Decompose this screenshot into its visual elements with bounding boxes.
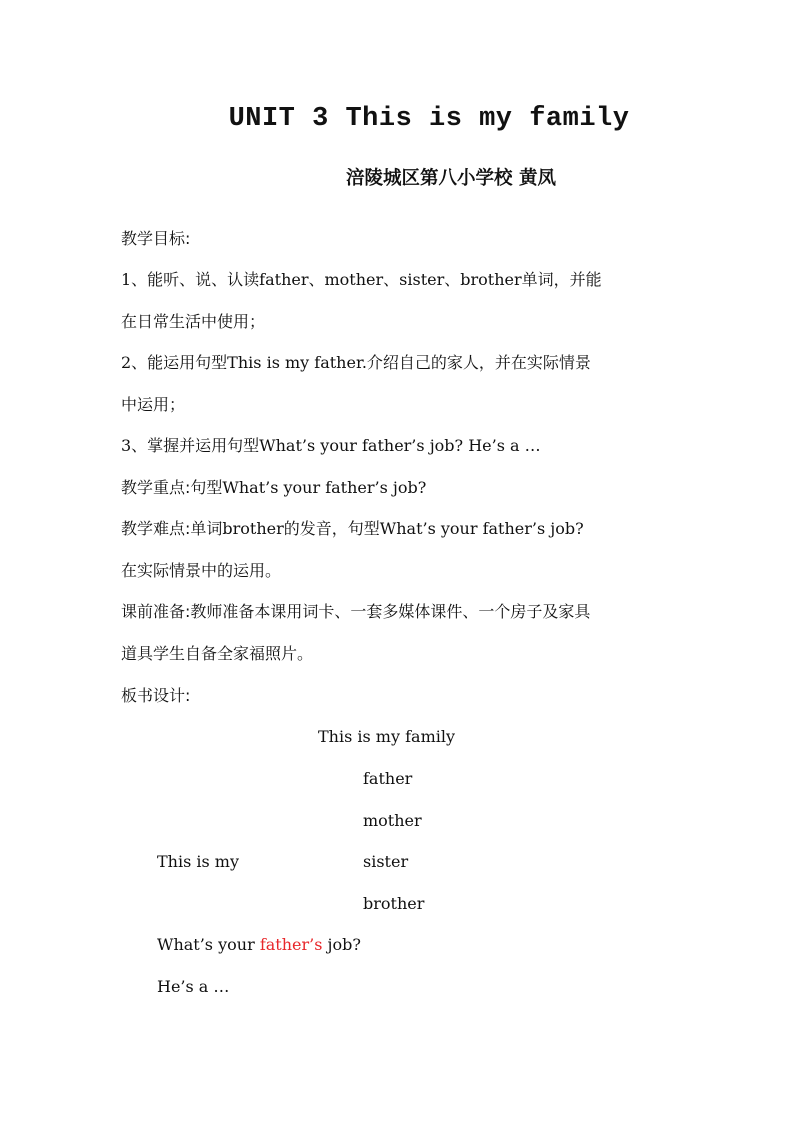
board-question: [157, 933, 361, 957]
objective-1-line-1: 1、能听、说、认读father、mother、sister、brother单词，并能: [121, 270, 602, 289]
difficulty-line-1: [121, 517, 584, 541]
objective-1-line-2: 在日常生活中使用；: [121, 312, 266, 331]
board-question-suffix: job?: [322, 935, 361, 954]
preparation-line-1: [121, 600, 590, 624]
objective-2-line-2: 中运用；: [121, 395, 186, 414]
author-line: 涪陵城区第八小学校 黄凤: [346, 168, 556, 189]
objective-2-line-1: 2、能运用句型This is my father.介绍自己的家人，并在实际情景: [121, 353, 591, 372]
board-answer: He’s a …: [157, 977, 230, 996]
board-word-brother: brother: [363, 894, 425, 913]
board-lead: This is my: [157, 852, 240, 871]
key-point-line: [121, 476, 426, 500]
objectives-label: 教学目标:: [121, 229, 191, 248]
board-word-mother: mother: [363, 811, 422, 830]
board-question-highlight: father’s: [259, 935, 323, 954]
board-heading: This is my family: [318, 727, 456, 746]
difficulty-text: 单词brother的发音，句型What’s your father’s job?: [190, 519, 584, 538]
preparation-label: 课前准备:: [121, 602, 191, 621]
difficulty-line-2: 在实际情景中的运用。: [121, 561, 282, 580]
key-point-text: 句型What’s your father’s job?: [190, 478, 427, 497]
board-design-label: 板书设计:: [121, 686, 191, 705]
objective-3: 3、掌握并运用句型What’s your father’s job? He’s a …: [121, 436, 541, 455]
board-word-father: father: [363, 769, 413, 788]
difficulty-label: 教学难点:: [121, 519, 191, 538]
key-point-label: 教学重点:: [121, 478, 191, 497]
board-question-prefix: What’s your: [157, 935, 260, 954]
page-title: UNIT 3 This is my family: [228, 104, 630, 134]
board-word-sister: sister: [363, 852, 409, 871]
preparation-line-2: 道具学生自备全家福照片。: [121, 644, 314, 663]
preparation-text: 教师准备本课用词卡、一套多媒体课件、一个房子及家具: [190, 602, 591, 621]
